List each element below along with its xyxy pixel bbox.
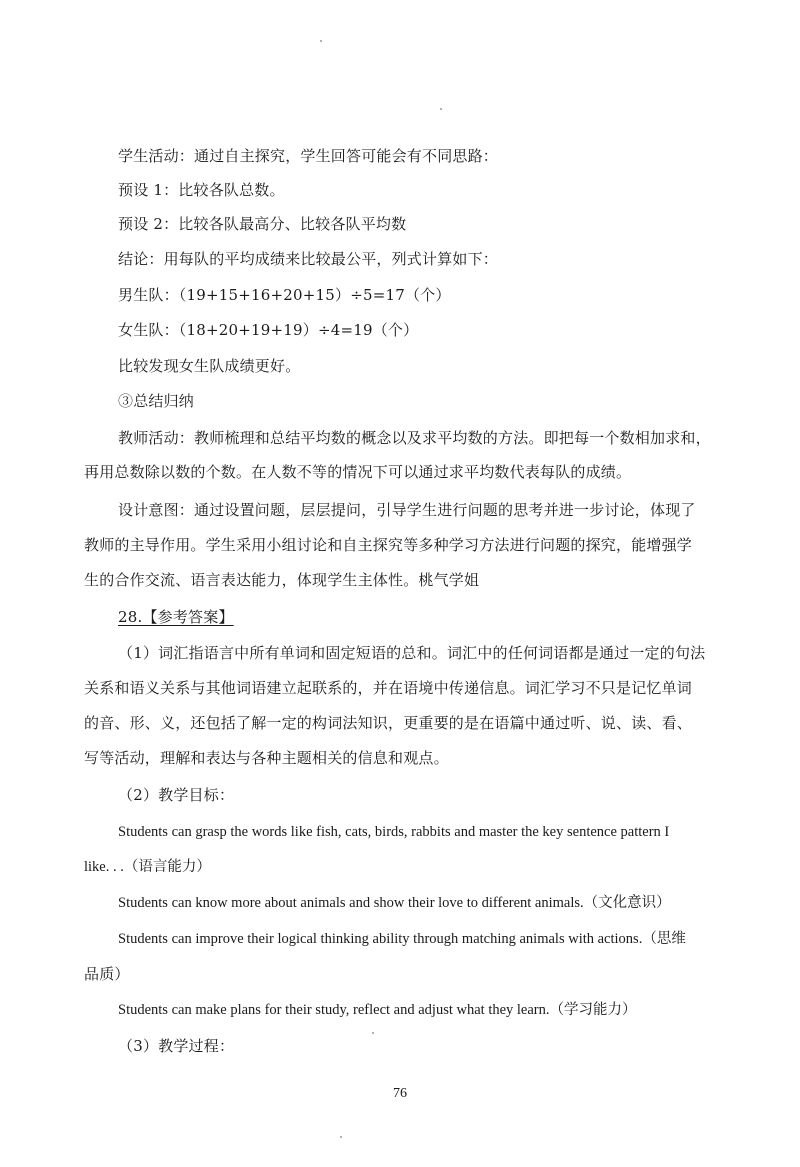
text-line: 设计意图：通过设置问题，层层提问，引导学生进行问题的思考并进一步讨论，体现了: [118, 501, 696, 519]
scan-speck: [340, 1136, 342, 1138]
text-line: Students can improve their logical thinking ability through matching animals with actions.（思维: [118, 931, 686, 947]
text-line: 结论：用每队的平均成绩来比较最公平，列式计算如下：: [118, 250, 499, 268]
answer-heading: 28.【参考答案】: [118, 608, 234, 626]
text-line: 关系和语义关系与其他词语建立起联系的，并在语境中传递信息。词汇学习不只是记忆单词: [84, 679, 693, 697]
text-line: 男生队：（19+15+16+20+15）÷5=17（个）: [118, 286, 451, 304]
text-line: 学生活动：通过自主探究，学生回答可能会有不同思路：: [118, 147, 499, 165]
text-line: 预设 1：比较各队总数。: [118, 181, 285, 199]
text-line: 的音、形、义，还包括了解一定的构词法知识，更重要的是在语篇中通过听、说、读、看、: [84, 714, 693, 732]
text-line: 女生队：（18+20+19+19）÷4=19（个）: [118, 321, 419, 339]
text-line: Students can grasp the words like fish, cats, birds, rabbits and master the key sentence pattern I: [118, 824, 670, 840]
text-line: 再用总数除以数的个数。在人数不等的情况下可以通过求平均数代表每队的成绩。: [84, 463, 632, 481]
text-line: 预设 2：比较各队最高分、比较各队平均数: [118, 215, 407, 233]
text-line: 教师活动：教师梳理和总结平均数的概念以及求平均数的方法。即把每一个数相加求和，: [118, 429, 711, 447]
text-line: Students can know more about animals and show their love to different animals.（文化意识）: [118, 895, 671, 911]
text-line: like. . .（语言能力）: [84, 859, 211, 875]
scan-speck: [440, 108, 442, 110]
text-line: （1）词汇指语言中所有单词和固定短语的总和。词汇中的任何词语都是通过一定的句法: [118, 644, 706, 662]
scan-speck: [372, 1032, 374, 1034]
text-line: （2）教学目标：: [118, 786, 235, 804]
text-line: 比较发现女生队成绩更好。: [118, 357, 301, 375]
text-line: 生的合作交流、语言表达能力，体现学生主体性。桃气学姐: [84, 571, 480, 589]
text-line: 写等活动，理解和表达与各种主题相关的信息和观点。: [84, 749, 449, 767]
text-line: 品质）: [84, 965, 130, 983]
scan-speck: [320, 40, 322, 42]
text-line: （3）教学过程：: [118, 1037, 235, 1055]
page-number: 76: [393, 1086, 407, 1101]
section-heading: ③总结归纳: [118, 392, 195, 410]
text-line: 教师的主导作用。学生采用小组讨论和自主探究等多种学习方法进行问题的探究，能增强学: [84, 536, 693, 554]
text-line: Students can make plans for their study, reflect and adjust what they learn.（学习能力）: [118, 1002, 637, 1018]
